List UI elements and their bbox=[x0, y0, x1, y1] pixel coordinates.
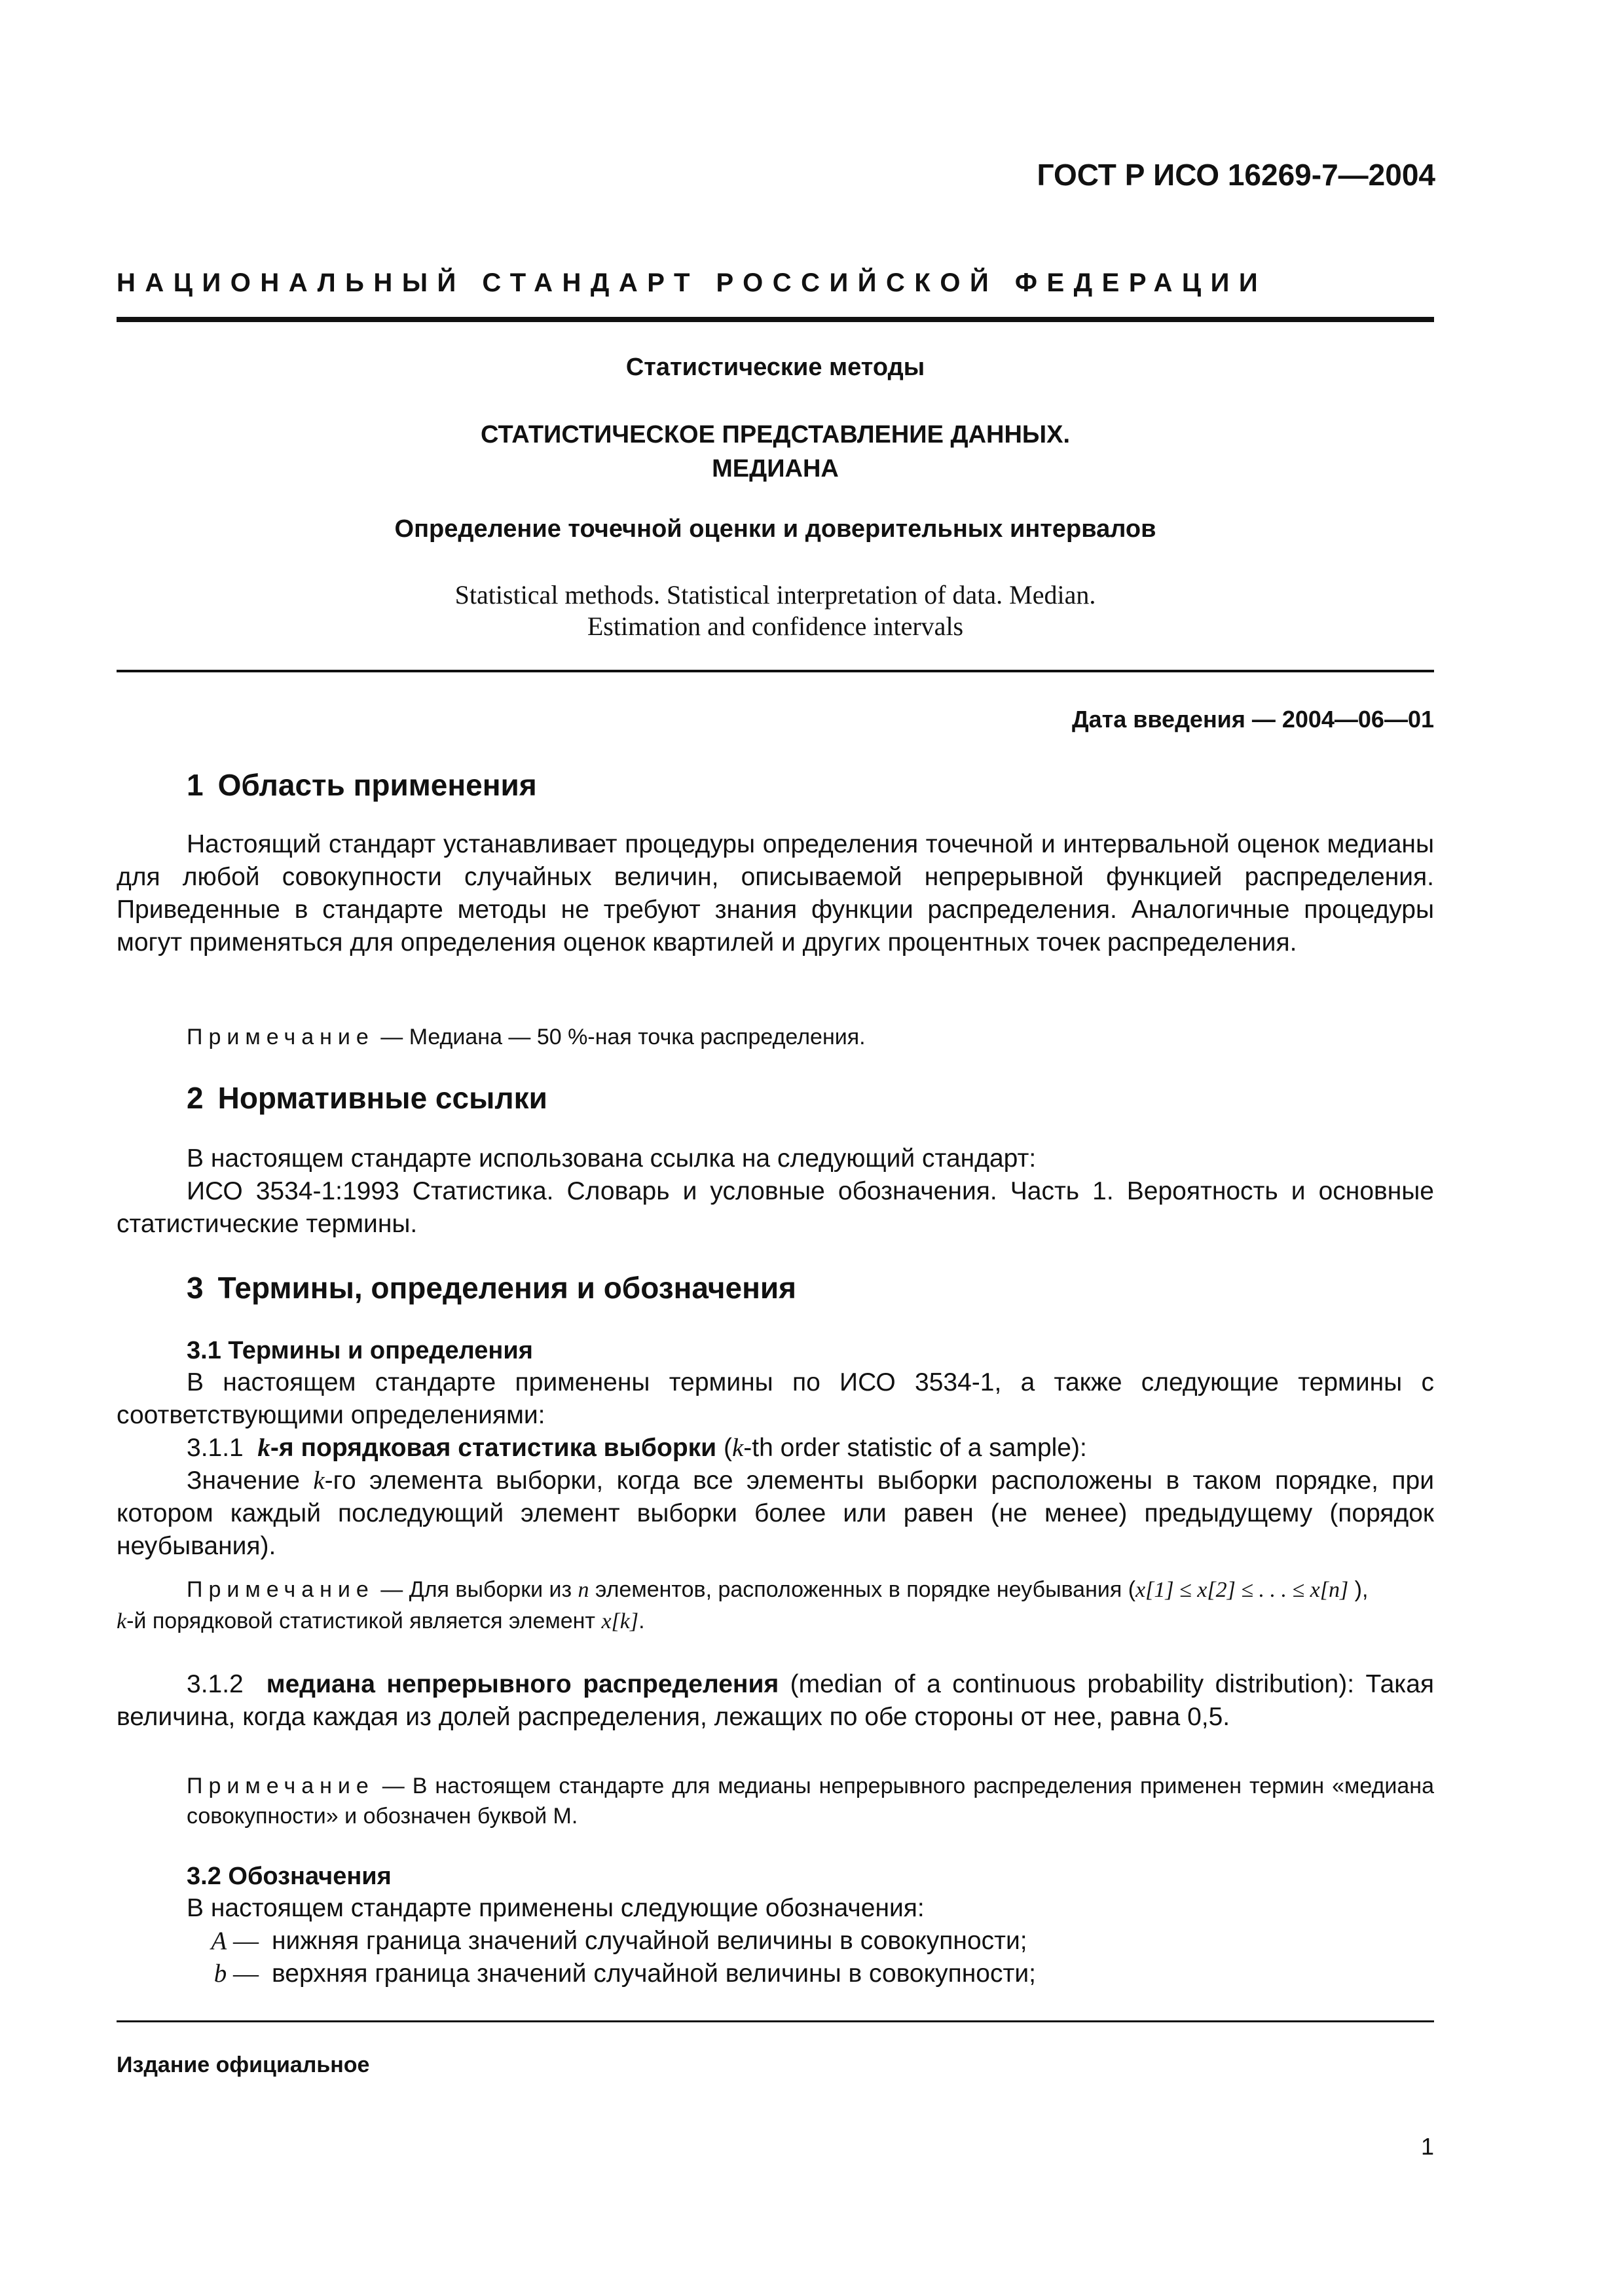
term-3-1-2-definition: (median of a continuous probability distribution): Такая величина, когда каждая из долей распределения, лежащих по обе стороны от нее, равна 0,5. bbox=[117, 1670, 1435, 1731]
section-3-number: 3 bbox=[187, 1271, 204, 1305]
note-2-label: Примечание bbox=[187, 1577, 375, 1602]
term-3-1-1-note bbox=[117, 1575, 1434, 1605]
symbol-row bbox=[187, 1958, 1434, 1990]
symbol-a-description: нижняя граница значений случайной величины в совокупности; bbox=[272, 1927, 1027, 1955]
symbol-a-letter: A bbox=[211, 1927, 227, 1955]
term-3-1-1-k: k bbox=[257, 1434, 270, 1462]
term-3-1-1-en-open: ( bbox=[716, 1434, 732, 1462]
term-3-1-1-number: 3.1.1 bbox=[187, 1434, 244, 1462]
symbol-b-letter: b bbox=[213, 1959, 227, 1988]
note-2-k: k bbox=[117, 1609, 127, 1633]
term-3-1-2-note bbox=[117, 1771, 1434, 1831]
term-3-1-1-definition bbox=[117, 1465, 1434, 1563]
term-3-1-2 bbox=[117, 1668, 1434, 1734]
section-2-title: Нормативные ссылки bbox=[217, 1081, 547, 1115]
term-3-1-1-en-rest: -th order statistic of a sample): bbox=[743, 1434, 1087, 1462]
section-3-heading bbox=[187, 1270, 796, 1305]
symbol-a-dash: — bbox=[227, 1927, 259, 1955]
note-text: — Медиана — 50 %-ная точка распределения. bbox=[374, 1025, 866, 1049]
note-2-n: n bbox=[578, 1578, 589, 1602]
section-2-reference: ИСО 3534-1:1993 Статистика. Словарь и условные обозначения. Часть 1. Вероятность и основные статистические термины. bbox=[117, 1177, 1434, 1238]
note-label: Примечание bbox=[187, 1025, 375, 1049]
term-3-1-1-en-k: k bbox=[731, 1434, 744, 1462]
standard-code: ГОСТ Р ИСО 16269-7—2004 bbox=[1037, 158, 1435, 192]
section-1-note bbox=[117, 1022, 1434, 1052]
page-number: 1 bbox=[1420, 2133, 1434, 2160]
section-1-number: 1 bbox=[187, 768, 204, 802]
section-2-heading bbox=[187, 1080, 547, 1116]
note-2-line2-text: -й порядковой статистикой является элемент bbox=[126, 1609, 602, 1633]
term-3-1-2-name: медиана непрерывного распределения bbox=[266, 1670, 779, 1698]
term-3-1-1 bbox=[117, 1432, 1434, 1465]
note-2-element: x[k] bbox=[601, 1609, 639, 1633]
note-2-text-b: элементов, расположенных в порядке неубывания ( bbox=[589, 1577, 1136, 1602]
title-subtitle: Определение точечной оценки и доверительных интервалов bbox=[394, 515, 1156, 543]
subsection-3-1-text: В настоящем стандарте применены термины по ИСО 3534-1, а также следующие термины с соответствующими определениями: bbox=[117, 1368, 1434, 1429]
note-2-sequence: x[1] ≤ x[2] ≤ . . . ≤ x[n] bbox=[1135, 1578, 1349, 1602]
section-2-number: 2 bbox=[187, 1081, 204, 1115]
subsection-3-1-heading: 3.1 Термины и определения bbox=[187, 1337, 533, 1364]
section-3-title: Термины, определения и обозначения bbox=[217, 1271, 796, 1305]
title-group: Статистические методы bbox=[625, 354, 925, 381]
title-main bbox=[117, 418, 1434, 486]
term-3-1-1-name: -я порядковая статистика выборки bbox=[270, 1434, 717, 1462]
section-1-heading bbox=[187, 767, 537, 803]
note-2-text-a: — Для выборки из bbox=[374, 1577, 578, 1602]
official-edition-label: Издание официальное bbox=[117, 2052, 370, 2077]
note-2-text-c: ), bbox=[1348, 1577, 1369, 1602]
definition-k: k bbox=[313, 1467, 325, 1495]
term-3-1-2-number: 3.1.2 bbox=[187, 1670, 244, 1698]
symbol-a bbox=[187, 1925, 259, 1958]
note-3-label: Примечание bbox=[187, 1774, 375, 1798]
symbol-b bbox=[187, 1958, 259, 1990]
national-standard-heading: НАЦИОНАЛЬНЫЙ СТАНДАРТ РОССИЙСКОЙ ФЕДЕРАЦИИ bbox=[117, 268, 1268, 297]
title-rule bbox=[117, 670, 1434, 672]
title-english bbox=[117, 579, 1434, 642]
definition-prefix: Значение bbox=[187, 1467, 314, 1495]
title-main-line2: МЕДИАНА bbox=[712, 455, 839, 483]
symbol-b-description: верхняя граница значений случайной величины в совокупности; bbox=[272, 1959, 1036, 1988]
section-1-title: Область применения bbox=[217, 768, 537, 802]
symbol-b-dash: — bbox=[227, 1959, 259, 1988]
section-2-intro: В настоящем стандарте использована ссылка на следующий стандарт: bbox=[187, 1144, 1037, 1173]
title-english-line2: Estimation and confidence intervals bbox=[587, 611, 964, 641]
footer-rule bbox=[117, 2020, 1434, 2022]
definition-body: -го элемента выборки, когда все элементы выборки расположены в таком порядке, при котором каждый последующий элемент выборки более или равен (не менее) предыдущему (порядок неубывания). bbox=[117, 1467, 1434, 1560]
section-1-paragraph: Настоящий стандарт устанавливает процедуры определения точечной и интервальной оценок медианы для любой совокупности случайных величин, описываемой непрерывной функцией распределения. Приведенные в стандарте методы не требуют знания функции распределения. Аналогичные процедуры могут применяться для определения оценок квартилей и других процентных точек распределения. bbox=[117, 830, 1434, 957]
header-rule bbox=[117, 317, 1434, 322]
title-main-line1: СТАТИСТИЧЕСКОЕ ПРЕДСТАВЛЕНИЕ ДАННЫХ. bbox=[480, 421, 1071, 448]
introduction-date: Дата введения — 2004—06—01 bbox=[1071, 706, 1434, 733]
note-3-text: — В настоящем стандарте для медианы непрерывного распределения применен термин «медиана совокупности» и обозначен буквой М. bbox=[187, 1774, 1434, 1829]
subsection-3-2-heading: 3.2 Обозначения bbox=[187, 1863, 392, 1890]
symbol-row bbox=[187, 1925, 1434, 1958]
subsection-3-2-text: В настоящем стандарте применены следующие обозначения: bbox=[187, 1894, 925, 1922]
term-3-1-1-note-line2: k-й порядковой статистикой является элемент x[k]. bbox=[117, 1609, 645, 1633]
title-english-line1: Statistical methods. Statistical interpretation of data. Median. bbox=[454, 580, 1096, 610]
